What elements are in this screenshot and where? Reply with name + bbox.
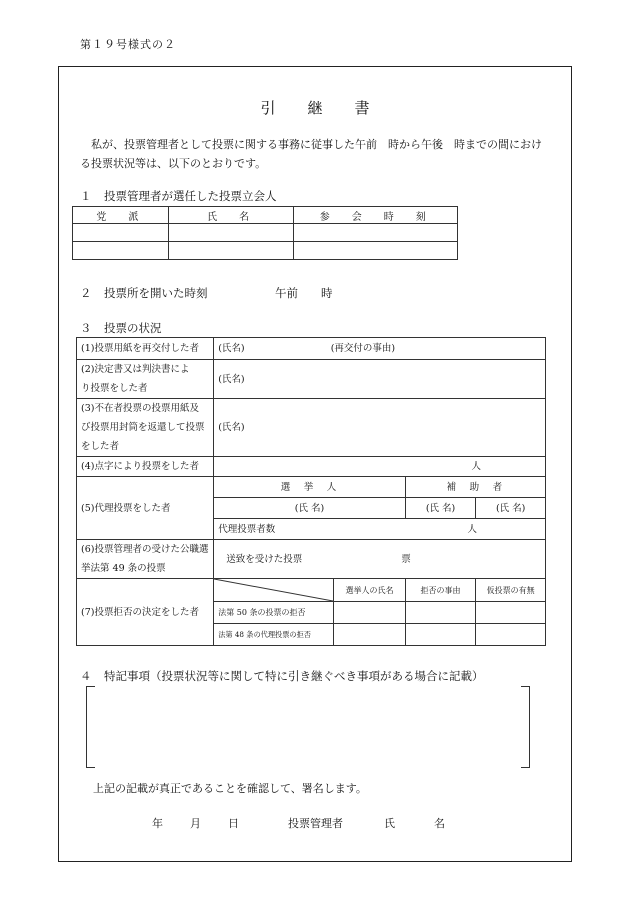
section3-title: 投票の状況 xyxy=(104,321,162,335)
row7-article50-provisional[interactable] xyxy=(476,602,546,624)
row5-assistant-name-2[interactable]: (氏 名) xyxy=(476,498,546,519)
observer-party-cell[interactable] xyxy=(73,242,169,260)
row7-article48-reason[interactable] xyxy=(405,624,476,646)
row2-label: (2)決定書又は判決書により投票をした者 xyxy=(77,360,214,399)
observer-party-cell[interactable] xyxy=(73,224,169,242)
row3-name-label: (氏名) xyxy=(218,422,245,433)
row1-content[interactable] xyxy=(214,338,546,360)
row6-text: 送致を受けた投票 xyxy=(226,553,303,565)
row7-article48-name[interactable] xyxy=(334,624,406,646)
section1-title: 投票管理者が選任した投票立会人 xyxy=(104,189,277,203)
observer-name-cell[interactable] xyxy=(168,242,294,260)
section3-heading xyxy=(80,320,162,336)
status-row-5a xyxy=(77,477,546,498)
row2-name-label: (氏名) xyxy=(218,373,245,385)
row7-article50: 法第 50 条の投票の拒否 xyxy=(214,602,334,624)
row7-article50-name[interactable] xyxy=(334,602,406,624)
notes-bracket-left xyxy=(86,686,95,768)
row5-elector-name[interactable]: (氏 名) xyxy=(214,498,406,519)
row1-label: (1)投票用紙を再交付した者 xyxy=(77,338,214,360)
sign-role: 投票管理者 xyxy=(288,817,343,830)
row2-content[interactable] xyxy=(214,360,546,399)
section2-number: ２ xyxy=(80,286,92,300)
document-title xyxy=(0,97,630,118)
intro-paragraph: 私が、投票管理者として投票に関する事務に従事した午前 時から午後 時までの間における投票状況等は、以下のとおりです。 xyxy=(80,138,542,170)
special-notes-area[interactable] xyxy=(96,690,518,762)
sign-month: 月 xyxy=(190,817,201,830)
sign-name-char-2: 名 xyxy=(434,817,445,830)
sign-name-char-1: 氏 xyxy=(384,817,395,830)
observer-name-cell[interactable] xyxy=(168,224,294,242)
title-char-3: 書 xyxy=(354,99,370,117)
diagonal-line xyxy=(214,579,333,601)
section4-heading xyxy=(80,668,484,684)
status-row-4 xyxy=(77,457,546,477)
row5-count-unit: 人 xyxy=(467,523,477,535)
status-row-3 xyxy=(77,399,546,457)
observer-time-cell[interactable] xyxy=(294,242,458,260)
row5-count-label: 代理投票者数 xyxy=(218,523,276,535)
title-char-2: 継 xyxy=(307,99,323,117)
row7-label: (7)投票拒否の決定をした者 xyxy=(77,579,214,646)
section2-time: 午前 時 xyxy=(275,286,333,300)
section4-number: ４ xyxy=(80,669,92,683)
row5-label: (5)代理投票をした者 xyxy=(77,477,214,540)
status-row-7a xyxy=(77,579,546,602)
section2-title: 投票所を開いた時刻 xyxy=(104,286,208,300)
observers-row xyxy=(73,242,458,260)
voting-status-table xyxy=(76,337,546,646)
sign-day: 日 xyxy=(228,817,239,830)
row7-article50-reason[interactable] xyxy=(405,602,476,624)
row7-article48-provisional[interactable] xyxy=(476,624,546,646)
row5-count[interactable] xyxy=(214,519,546,540)
section2-heading xyxy=(80,285,208,301)
row1-reason-label: (再交付の事由) xyxy=(330,343,396,354)
section1-number: １ xyxy=(80,189,92,203)
observers-header-row xyxy=(73,207,458,224)
status-row-2 xyxy=(77,360,546,399)
row5-assistant-name-1[interactable]: (氏 名) xyxy=(405,498,476,519)
row3-content[interactable] xyxy=(214,399,546,457)
confirmation-statement: 上記の記載が真正であることを確認して、署名します。 xyxy=(93,782,367,795)
row6-unit: 票 xyxy=(401,553,411,565)
row5-assistant-header: 補 助 者 xyxy=(405,477,545,498)
row7-article48: 法第 48 条の代理投票の拒否 xyxy=(214,624,334,646)
observers-table xyxy=(72,206,458,260)
row4-label: (4)点字により投票をした者 xyxy=(77,457,214,477)
sign-year: 年 xyxy=(152,817,163,830)
section4-title: 特記事項（投票状況等に関して特に引き継ぐべき事項がある場合に記載） xyxy=(104,669,484,683)
section3-number: ３ xyxy=(80,321,92,335)
row7-header-provisional: 仮投票の有無 xyxy=(476,579,546,602)
status-row-6 xyxy=(77,540,546,579)
observer-time-cell[interactable] xyxy=(294,224,458,242)
row7-header-elector-name: 選挙人の氏名 xyxy=(334,579,406,602)
row7-diagonal-cell xyxy=(214,579,334,602)
row7-header-reason: 拒否の事由 xyxy=(405,579,476,602)
header-party: 党 派 xyxy=(73,207,169,224)
status-row-1 xyxy=(77,338,546,360)
header-name: 氏 名 xyxy=(168,207,294,224)
observers-row xyxy=(73,224,458,242)
row6-label: (6)投票管理者の受けた公職選挙法第 49 条の投票 xyxy=(77,540,214,579)
row5-elector-header: 選 挙 人 xyxy=(214,477,406,498)
form-number: 第１９号様式の２ xyxy=(80,38,176,51)
row1-name-label: (氏名) xyxy=(218,343,245,354)
section1-heading xyxy=(80,188,277,204)
row6-content[interactable] xyxy=(214,540,546,579)
notes-bracket-right xyxy=(521,686,530,768)
row3-label: (3)不在者投票の投票用紙及び投票用封筒を返還して投票をした者 xyxy=(77,399,214,457)
row4-unit[interactable]: 人 xyxy=(214,457,546,477)
header-attend-time: 参 会 時 刻 xyxy=(294,207,458,224)
title-char-1: 引 xyxy=(260,99,276,117)
